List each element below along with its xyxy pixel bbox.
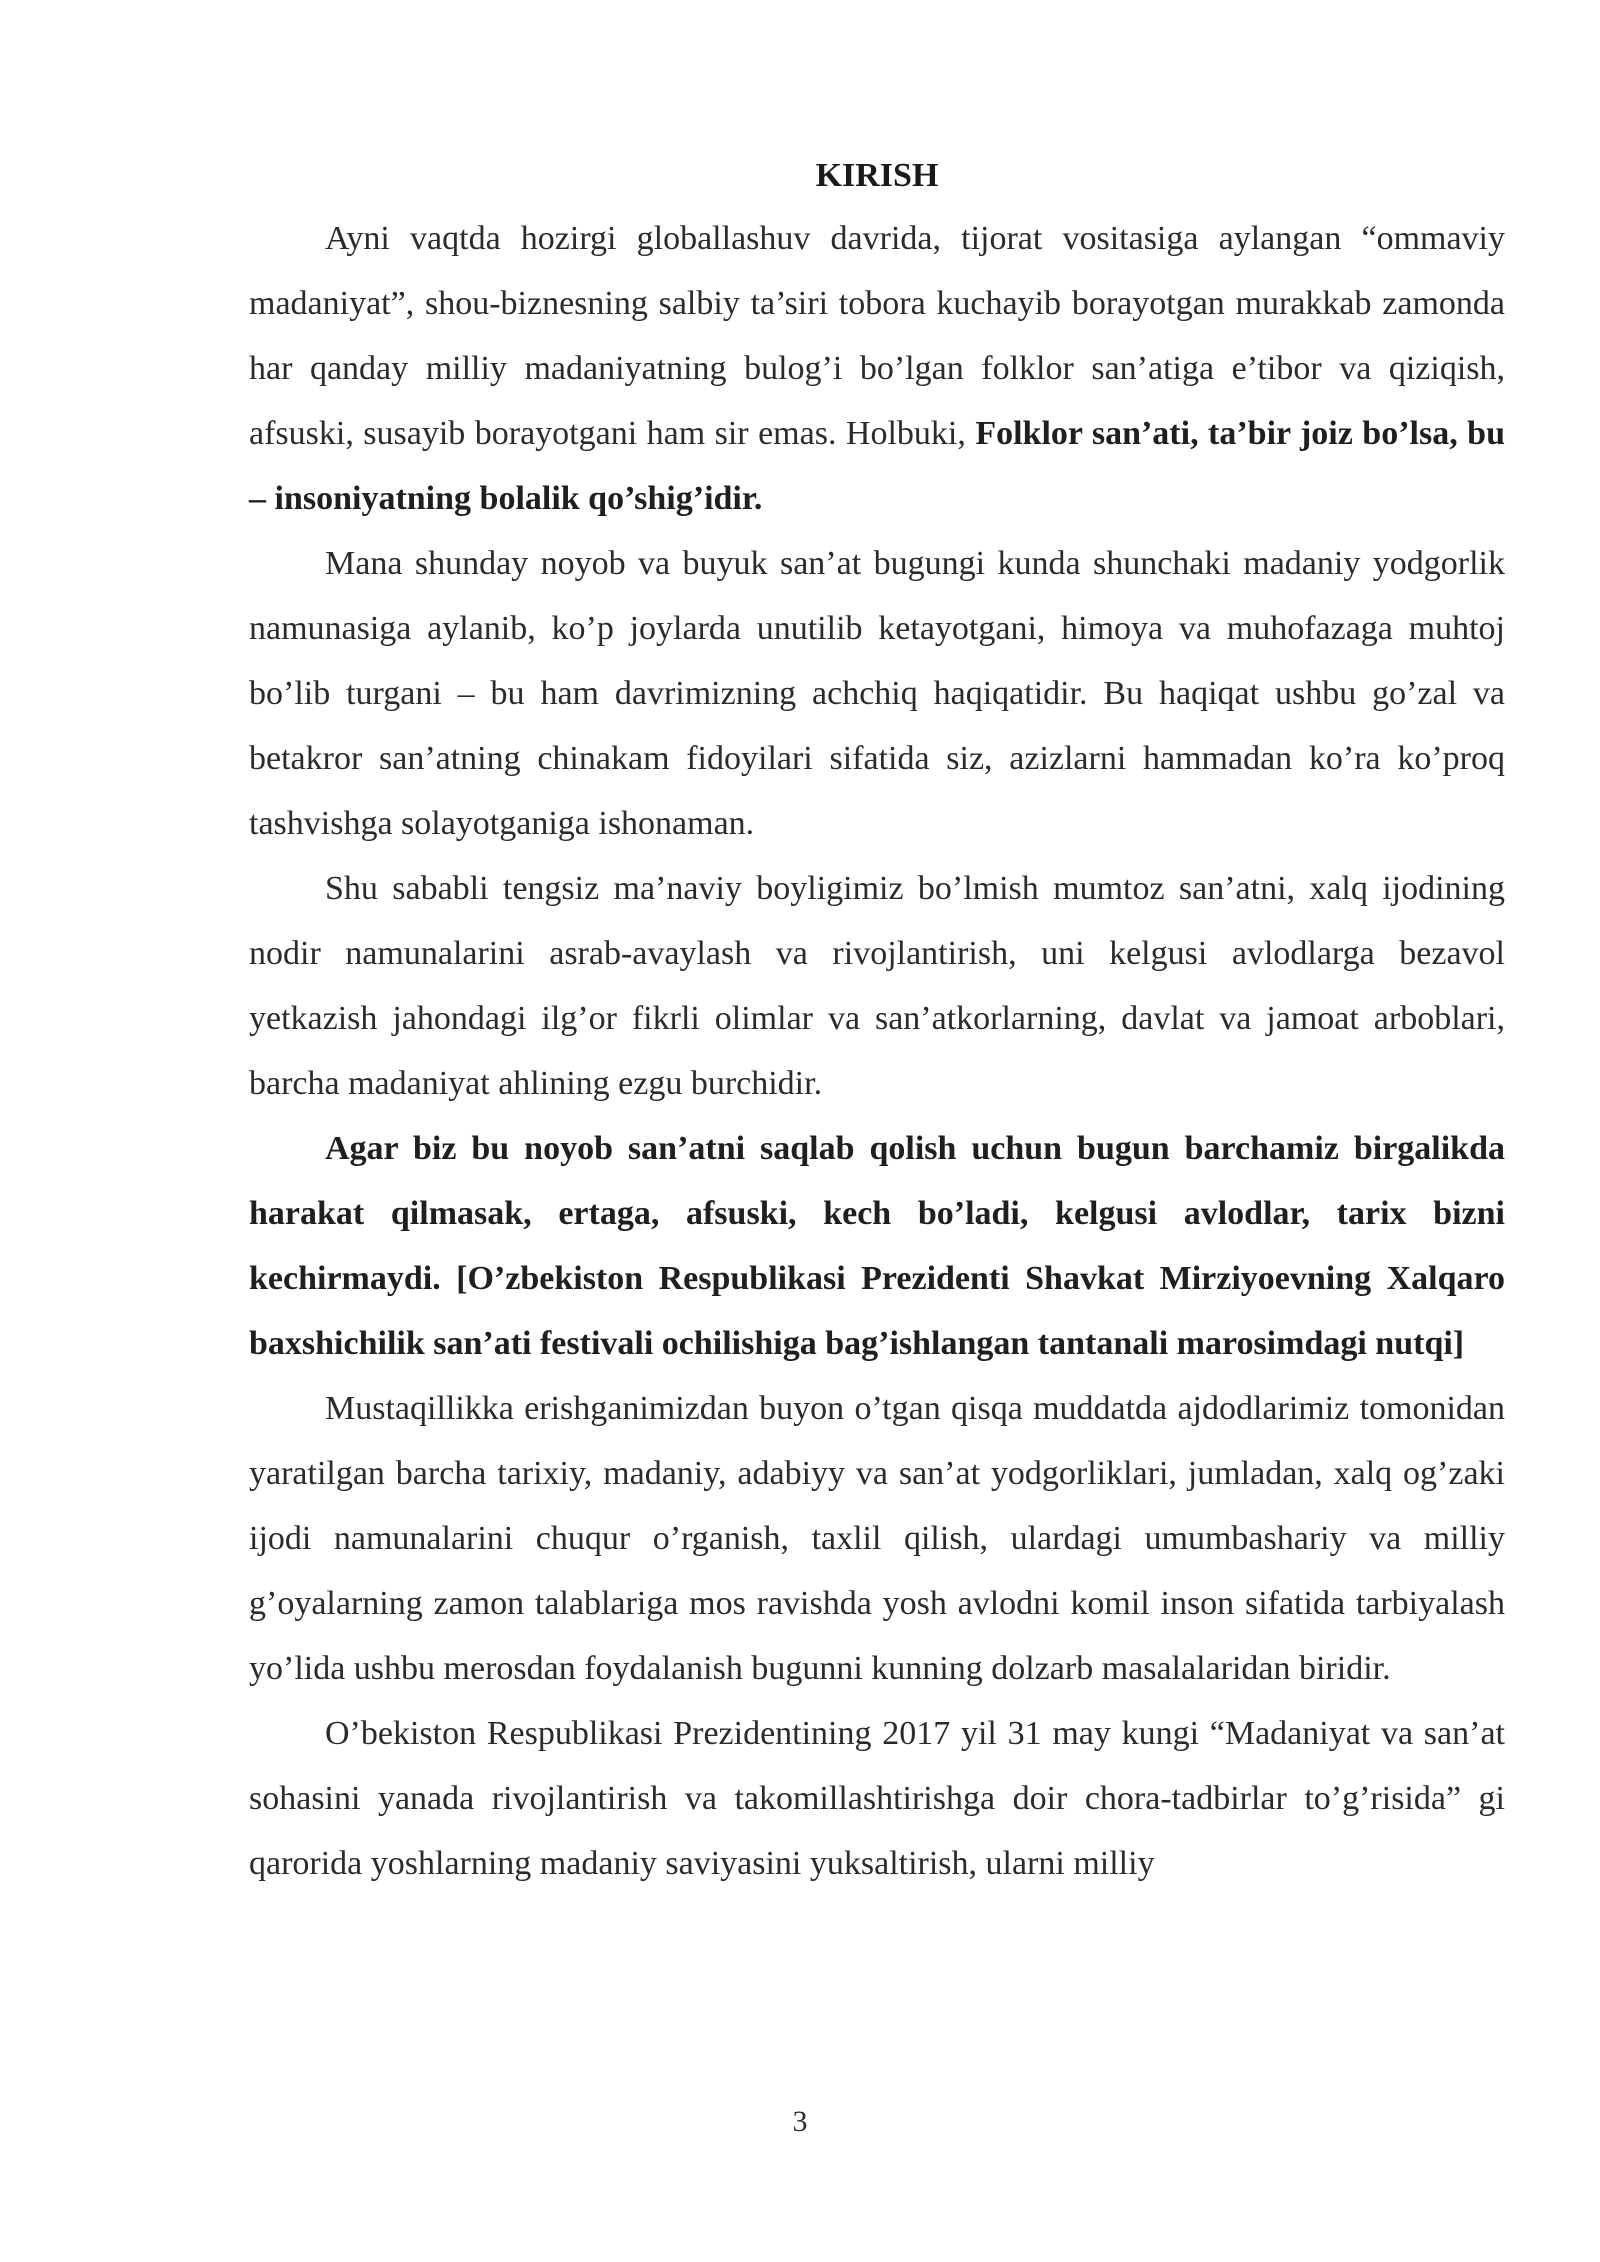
paragraph-text: Shu sababli tengsiz ma’naviy boyligimiz bo’lmish mumtoz san’atni, xalq ijodining nodir namunalarini asrab-avaylash va rivojlantirish, uni kelgusi avlodlarga bezavol yetkazish jahondagi ilg’or fikrli olimlar va san’atkorlarning, davlat va jamoat arboblari, barcha madaniyat ahlining ezgu burchidir. xyxy=(249,870,1505,1102)
paragraph-text: Ayni vaqtda hozirgi globallashuv davrida, tijorat vositasiga aylangan “ommaviy madaniyat”, shou-biznesning salbiy ta’siri tobora kuchayib borayotgan murakkab zamonda har qanday milliy madaniyatning bulog’i bo’lgan folklor san’atiga e’tibor va qiziqish, afsuski, susayib borayotgani ham sir emas. Holbuki, xyxy=(249,220,1505,452)
paragraph-bold-text: Folklor san’ati, ta’bir joiz bo’lsa, bu – insoniyatning bolalik qo’shig’idir. xyxy=(249,415,1506,517)
paragraph-text: O’bekiston Respublikasi Prezidentining 2017 yil 31 may kungi “Madaniyat va san’at sohasini yanada rivojlantirish va takomillashtirishga doir chora-tadbirlar to’g’risida” gi qarorida yoshlarning madaniy saviyasini yuksaltirish, ularni milliy xyxy=(249,1715,1505,1882)
page-heading: KIRISH xyxy=(815,157,939,194)
paragraph-4-quote xyxy=(249,1116,1505,1376)
paragraph-text: Mana shunday noyob va buyuk san’at bugungi kunda shunchaki madaniy yodgorlik namunasiga aylanib, ko’p joylarda unutilib ketayotgani, himoya va muhofazaga muhtoj bo’lib turgani – bu ham davrimizning achchiq haqiqatidir. Bu haqiqat ushbu go’zal va betakror san’atning chinakam fidoyilari sifatida siz, azizlarni hammadan ko’ra ko’proq tashvishga solayotganiga ishonaman. xyxy=(249,545,1505,842)
paragraph-text: Mustaqillikka erishganimizdan buyon o’tgan qisqa muddatda ajdodlarimiz tomonidan yaratilgan barcha tarixiy, madaniy, adabiyy va san’at yodgorliklari, jumladan, xalq og’zaki ijodi namunalarini chuqur o’rganish, taxlil qilish, ulardagi umumbashariy va milliy g’oyalarning zamon talablariga mos ravishda yosh avlodni komil inson sifatida tarbiyalash yo’lida ushbu merosdan foydalanish bugunni kunning dolzarb masalalaridan biridir. xyxy=(249,1390,1505,1687)
paragraph-bold-text: Agar biz bu noyob san’atni saqlab qolish uchun bugun barchamiz birgalikda harakat qilmasak, ertaga, afsuski, kech bo’ladi, kelgusi avlodlar, tarix bizni kechirmaydi. [O’zbekiston Respublikasi Prezidenti Shavkat Mirziyoevning Xalqaro baxshichilik san’ati festivali ochilishiga bag’ishlangan tantanali marosimdagi nutqi] xyxy=(249,1130,1505,1362)
document-body xyxy=(249,146,1505,1896)
paragraph-1 xyxy=(249,206,1505,531)
paragraph-5 xyxy=(249,1376,1505,1701)
paragraph-3 xyxy=(249,856,1505,1116)
paragraph-6 xyxy=(249,1701,1505,1896)
page-number: 3 xyxy=(792,2105,808,2138)
paragraph-2 xyxy=(249,531,1505,856)
